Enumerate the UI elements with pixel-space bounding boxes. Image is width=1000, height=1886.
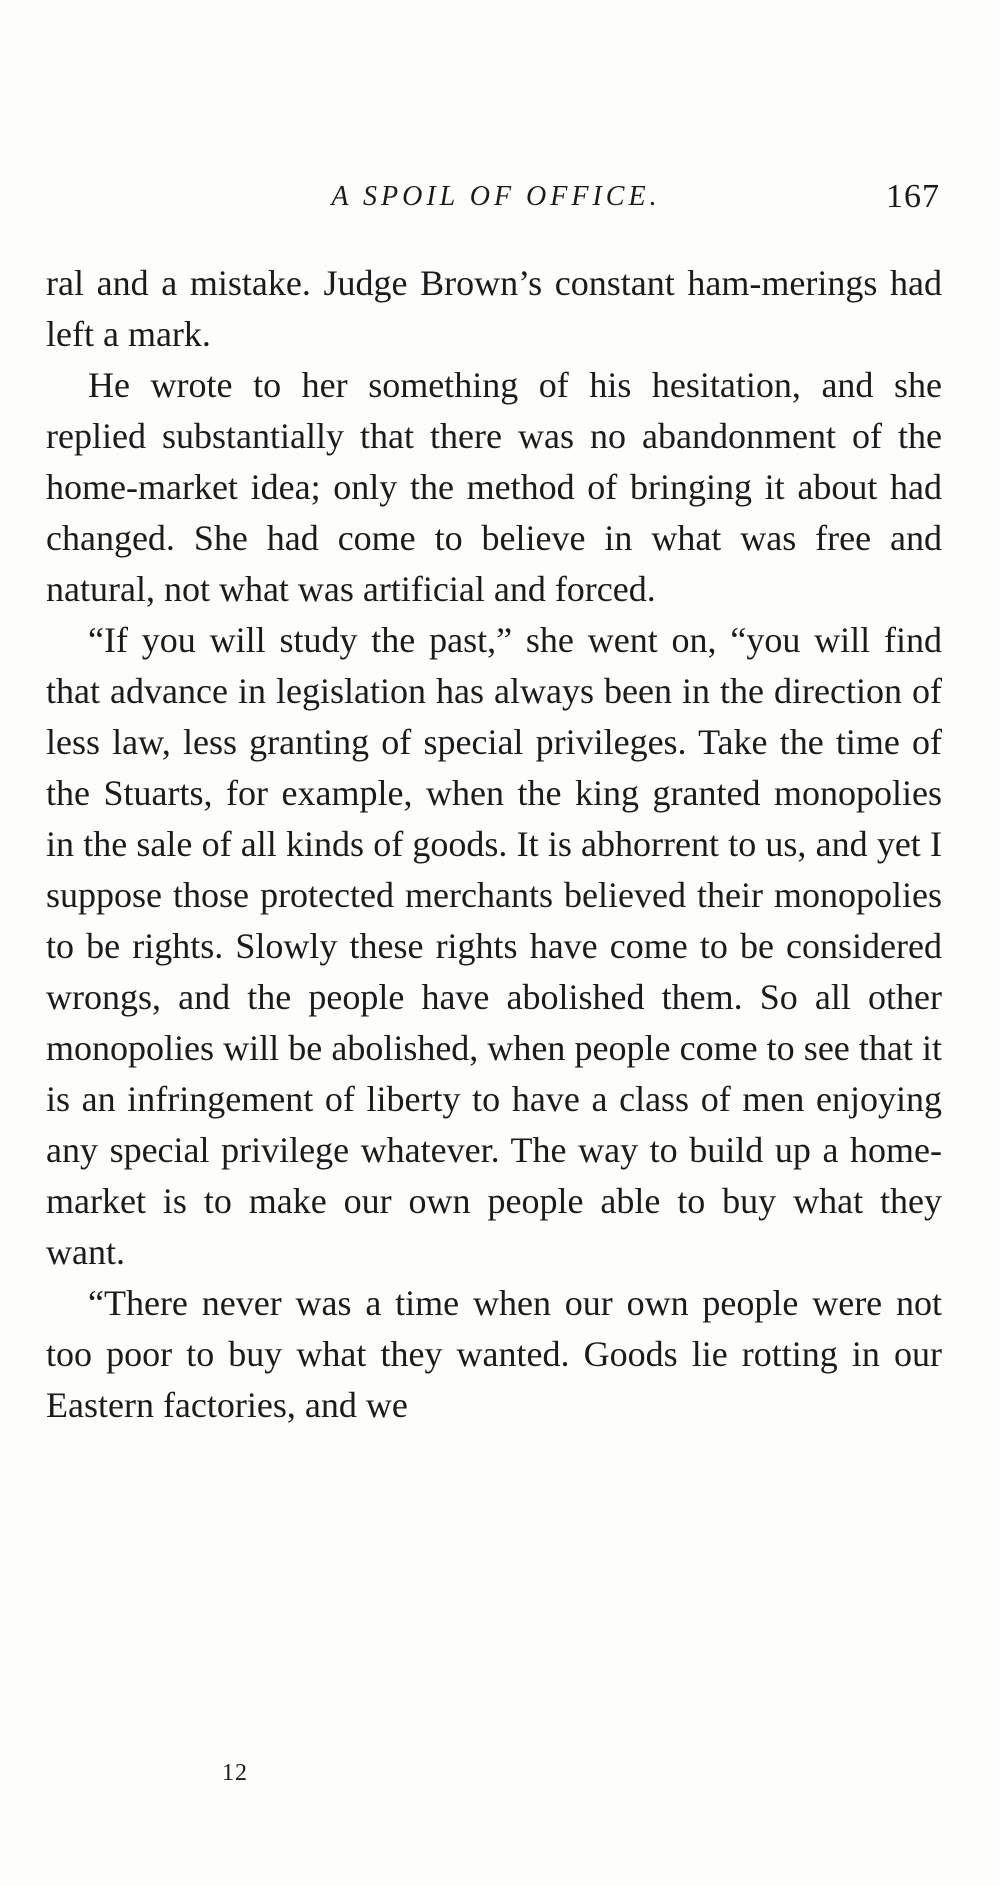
book-page (46, 0, 942, 1886)
running-title: A SPOIL OF OFFICE. (331, 181, 661, 212)
running-head (46, 172, 942, 222)
signature-mark: 12 (222, 1760, 248, 1786)
paragraph: He wrote to her something of his hesitation, and she replied substantially that there was no abandonment of the home-market idea; only the method of bringing it about had changed. She had come to believe in what was free and natural, not what was artificial and forced. (46, 365, 942, 609)
paragraph-continuation: ral and a mistake. Judge Brown’s constant ham-merings had left a mark. (46, 263, 942, 354)
paragraph: “There never was a time when our own people were not too poor to buy what they wanted. Goods lie rotting in our Eastern factories, and we (46, 1283, 942, 1425)
paragraph: “If you will study the past,” she went on, “you will find that advance in legislation has always been in the direction of less law, less granting of special privileges. Take the time of the Stuarts, for example, when the king granted monopolies in the sale of all kinds of goods. It is abhorrent to us, and yet I suppose those protected merchants believed their monopolies to be rights. Slowly these rights have come to be considered wrongs, and the people have abolished them. So all other monopolies will be abolished, when people come to see that it is an infringement of liberty to have a class of men enjoying any special privilege whatever. The way to build up a home-market is to make our own people able to buy what they want. (46, 620, 942, 1272)
page-number: 167 (886, 178, 940, 215)
body-text (46, 258, 942, 1431)
